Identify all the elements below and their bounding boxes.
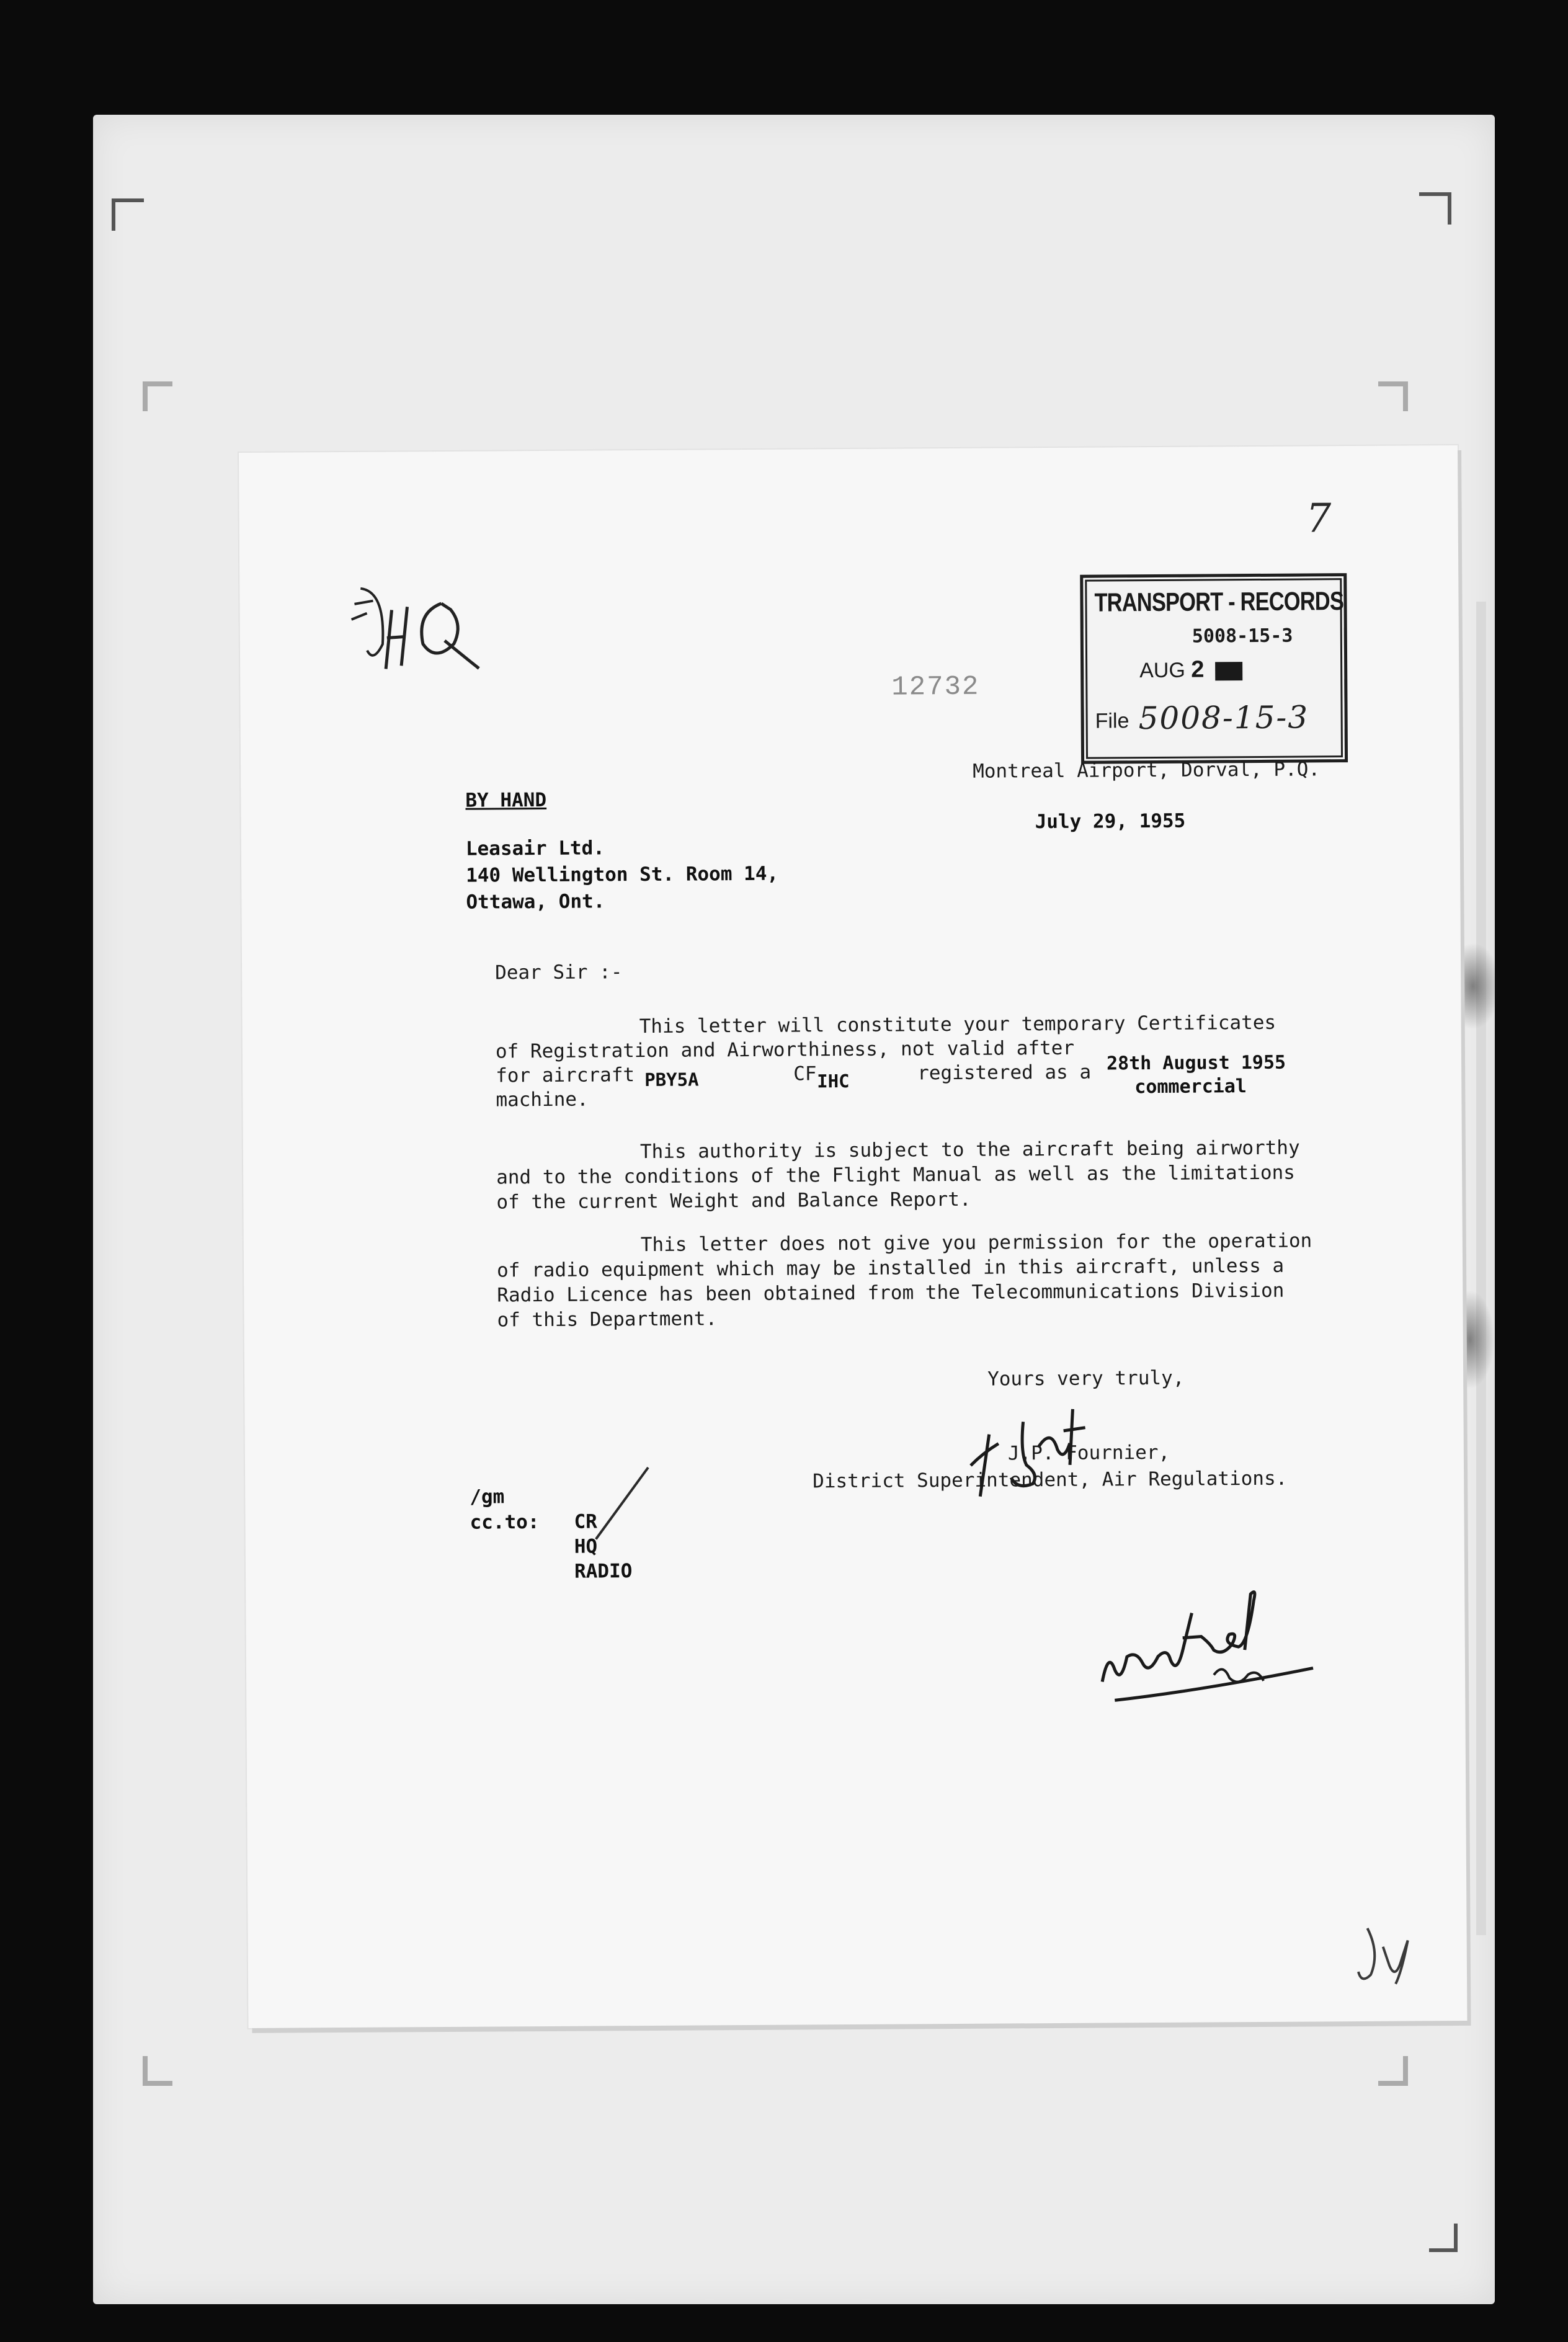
paragraph1-line2: of Registration and Airworthiness, not valid after <box>495 1036 1075 1063</box>
salutation: Dear Sir :- <box>495 961 623 984</box>
page-number: 7 <box>1306 496 1332 542</box>
typist-initials: /gm <box>470 1485 505 1508</box>
sender-address: Montreal Airport, Dorval, P.Q. <box>973 758 1321 783</box>
stamp-date-blot <box>1215 662 1242 680</box>
closing: Yours very truly, <box>987 1366 1185 1391</box>
paragraph3-line4: of this Department. <box>497 1307 718 1332</box>
signatory-name: J.P. Fournier, <box>1007 1441 1170 1465</box>
paragraph2-line1: This authority is subject to the aircraft being airworthy <box>639 1136 1300 1164</box>
cc-label: cc.to: <box>470 1511 540 1534</box>
letter-date: July 29, 1955 <box>1035 809 1186 834</box>
cc-check-mark <box>580 1461 655 1543</box>
handwritten-bottom-initials <box>1352 1921 1427 1990</box>
cc-item: CR <box>574 1510 597 1533</box>
stamp-title: TRANSPORT - RECORDS <box>1094 586 1344 617</box>
crop-mark-top-right <box>1419 192 1451 225</box>
stamp-date-day: 2 <box>1191 656 1205 683</box>
aircraft-registration: IHC <box>817 1071 850 1092</box>
crop-mark-bottom-right <box>1378 2056 1408 2086</box>
file-number: 12732 <box>891 671 980 703</box>
crop-mark-bottom-left <box>143 2056 172 2086</box>
recipient-city: Ottawa, Ont. <box>466 890 605 914</box>
stamp-file-label: File <box>1095 709 1129 733</box>
crop-mark-outer-bottom-right <box>1429 2224 1458 2252</box>
paragraph3-line3: Radio Licence has been obtained from the Telecommunications Division <box>497 1279 1285 1307</box>
aircraft-category: commercial <box>1134 1075 1247 1098</box>
aircraft-type: PBY5A <box>644 1069 699 1091</box>
crop-mark-top-left <box>112 198 144 231</box>
transport-records-stamp <box>1080 573 1348 764</box>
paragraph1-line4: machine. <box>496 1088 589 1111</box>
stamp-reference: 5008-15-3 <box>1192 625 1293 648</box>
signatory-title: District Superintendent, Air Regulations. <box>813 1467 1288 1493</box>
handwritten-noted-note <box>1089 1575 1338 1712</box>
paragraph3-line1: This letter does not give you permission for the operation <box>640 1229 1312 1257</box>
handwritten-initials-hq <box>348 575 497 693</box>
cc-item: RADIO <box>574 1560 633 1583</box>
paragraph2-line3: of the current Weight and Balance Report. <box>496 1188 971 1214</box>
cc-item: HQ <box>574 1535 598 1558</box>
paragraph2-line2: and to the conditions of the Flight Manual as well as the limitations <box>496 1161 1296 1189</box>
stamp-file-value: 5008-15-3 <box>1138 699 1309 737</box>
aircraft-prefix: for aircraft <box>496 1064 635 1087</box>
crop-mark-mid-right <box>1378 381 1408 411</box>
paragraph1-line1: This letter will constitute your temporary Certificates <box>639 1011 1276 1038</box>
stamp-date <box>1139 656 1242 683</box>
crop-mark-mid-left <box>143 381 172 411</box>
paper-edge-tab <box>1476 602 1486 1935</box>
recipient-name: Leasair Ltd. <box>465 837 605 860</box>
registered-as: registered as a <box>917 1061 1092 1085</box>
cf-prefix: CF <box>793 1062 817 1085</box>
paragraph3-line2: of radio equipment which may be installed in this aircraft, unless a <box>496 1254 1285 1282</box>
delivery-method: BY HAND <box>465 788 547 812</box>
letter-page <box>239 445 1467 2028</box>
valid-until-date: 28th August 1955 <box>1106 1051 1286 1075</box>
stamp-date-month: AUG <box>1139 658 1185 683</box>
recipient-street: 140 Wellington St. Room 14, <box>466 862 779 887</box>
paragraph1-line3 <box>496 1051 1286 1098</box>
